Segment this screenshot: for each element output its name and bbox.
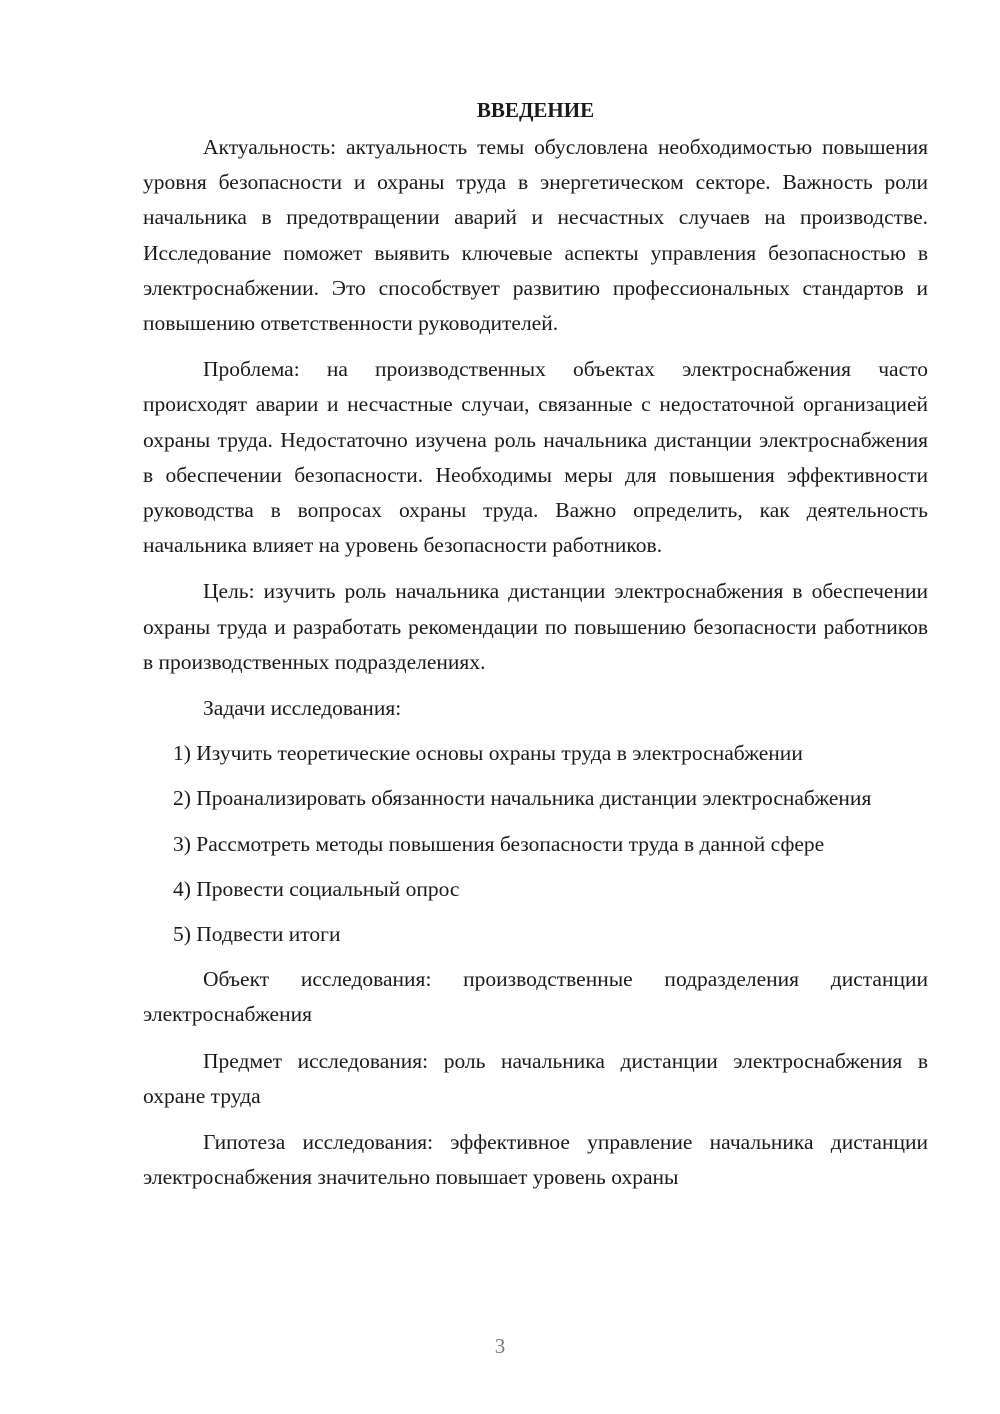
paragraph-goal: Цель: изучить роль начальника дистанции электроснабжения в обеспечении охраны труда и разработать рекомендации по повышению безопасности работников в производственных подразделениях. xyxy=(143,579,928,674)
task-item-2: 2) Проанализировать обязанности начальника дистанции электроснабжения xyxy=(173,786,872,811)
paragraph-object: Объект исследования: производственные подразделения дистанции электроснабжения xyxy=(143,967,928,1027)
paragraph-tasks-intro: Задачи исследования: xyxy=(203,696,402,721)
task-item-1: 1) Изучить теоретические основы охраны труда в электроснабжении xyxy=(173,741,803,766)
paragraph-relevance: Актуальность: актуальность темы обусловлена необходимостью повышения уровня безопасности и охраны труда в энергетическом секторе. Важность роли начальника в предотвращении аварий и несчастных случаев на производстве. Исследование поможет выявить ключевые аспекты управления безопасностью в электроснабжении. Это способствует развитию профессиональных стандартов и повышению ответственности руководителей. xyxy=(143,135,928,336)
paragraph-subject: Предмет исследования: роль начальника дистанции электроснабжения в охране труда xyxy=(143,1048,928,1108)
task-item-3: 3) Рассмотреть методы повышения безопасности труда в данной сфере xyxy=(173,831,825,856)
paragraph-problem: Проблема: на производственных объектах электроснабжения часто происходят аварии и несчастные случаи, связанные с недостаточной организацией охраны труда. Недостаточно изучена роль начальника дистанции электроснабжения в обеспечении безопасности. Необходимы меры для повышения эффективности руководства в вопросах охраны труда. Важно определить, как деятельность начальника влияет на уровень безопасности работников. xyxy=(143,357,928,558)
paragraph-hypothesis: Гипотеза исследования: эффективное управление начальника дистанции электроснабжения значительно повышает уровень охраны xyxy=(143,1130,928,1190)
document-page xyxy=(143,92,928,1206)
page-number: 3 xyxy=(494,1334,506,1358)
section-heading: ВВЕДЕНИЕ xyxy=(476,98,595,122)
task-item-4: 4) Провести социальный опрос xyxy=(173,876,460,901)
task-item-5: 5) Подвести итоги xyxy=(173,922,341,947)
